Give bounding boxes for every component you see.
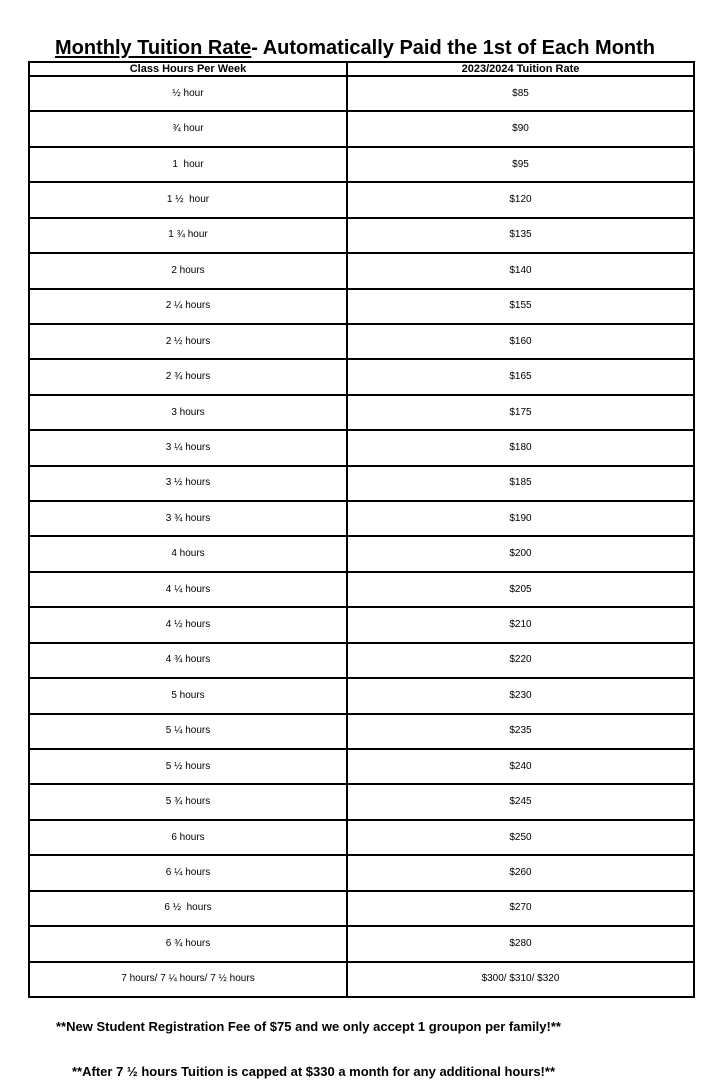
class-hours-cell: 2 ¾ hours — [29, 359, 347, 394]
table-row — [29, 572, 694, 607]
tuition-rate-cell: $85 — [347, 76, 694, 111]
tuition-rate-cell: $200 — [347, 536, 694, 571]
table-row — [29, 359, 694, 394]
class-hours-cell: 6 hours — [29, 820, 347, 855]
tuition-rate-cell: $235 — [347, 714, 694, 749]
table-row — [29, 749, 694, 784]
table-row — [29, 218, 694, 253]
class-hours-cell: 1 hour — [29, 147, 347, 182]
column-header-hours: Class Hours Per Week — [29, 62, 347, 76]
class-hours-cell: 5 ¾ hours — [29, 784, 347, 819]
class-hours-cell: 4 hours — [29, 536, 347, 571]
class-hours-cell: 6 ½ hours — [29, 891, 347, 926]
tuition-rate-cell: $160 — [347, 324, 694, 359]
tuition-rate-cell: $190 — [347, 501, 694, 536]
tuition-cap-note: **After 7 ½ hours Tuition is capped at $330 a month for any additional hours!** — [72, 1064, 556, 1079]
registration-fee-note: **New Student Registration Fee of $75 and we only accept 1 groupon per family!** — [56, 1019, 561, 1034]
class-hours-cell: 3 ¾ hours — [29, 501, 347, 536]
tuition-rate-cell: $175 — [347, 395, 694, 430]
table-row — [29, 289, 694, 324]
tuition-rate-cell: $180 — [347, 430, 694, 465]
tuition-rate-cell: $280 — [347, 926, 694, 961]
class-hours-cell: ½ hour — [29, 76, 347, 111]
table-row — [29, 466, 694, 501]
class-hours-cell: 2 ¼ hours — [29, 289, 347, 324]
table-row — [29, 891, 694, 926]
tuition-rate-cell: $185 — [347, 466, 694, 501]
tuition-rate-cell: $260 — [347, 855, 694, 890]
class-hours-cell: 5 hours — [29, 678, 347, 713]
table-row — [29, 714, 694, 749]
tuition-rate-cell: $135 — [347, 218, 694, 253]
class-hours-cell: 6 ¾ hours — [29, 926, 347, 961]
column-header-rate: 2023/2024 Tuition Rate — [347, 62, 694, 76]
tuition-rate-cell: $210 — [347, 607, 694, 642]
page-title-rest: - Automatically Paid the 1st of Each Month — [251, 37, 656, 59]
tuition-rate-cell: $245 — [347, 784, 694, 819]
table-row — [29, 784, 694, 819]
page-title-underlined: Monthly Tuition Rate — [54, 37, 252, 59]
table-row — [29, 253, 694, 288]
class-hours-cell: 5 ¼ hours — [29, 714, 347, 749]
table-row — [29, 430, 694, 465]
class-hours-cell: 3 ¼ hours — [29, 430, 347, 465]
table-row — [29, 536, 694, 571]
table-row — [29, 926, 694, 961]
class-hours-cell: 2 hours — [29, 253, 347, 288]
tuition-rate-cell: $140 — [347, 253, 694, 288]
table-row — [29, 501, 694, 536]
tuition-rate-cell: $95 — [347, 147, 694, 182]
tuition-rate-cell: $120 — [347, 182, 694, 217]
tuition-rate-cell: $155 — [347, 289, 694, 324]
class-hours-cell: 7 hours/ 7 ¼ hours/ 7 ½ hours — [29, 962, 347, 997]
class-hours-cell: 1 ½ hour — [29, 182, 347, 217]
page-title — [0, 36, 710, 60]
table-row — [29, 182, 694, 217]
table-body — [29, 76, 694, 997]
tuition-rate-cell: $220 — [347, 643, 694, 678]
tuition-rate-cell: $250 — [347, 820, 694, 855]
class-hours-cell: 4 ¼ hours — [29, 572, 347, 607]
table-row — [29, 607, 694, 642]
table-row — [29, 855, 694, 890]
table-row — [29, 111, 694, 146]
table-row — [29, 643, 694, 678]
tuition-rate-cell: $165 — [347, 359, 694, 394]
tuition-rate-cell: $240 — [347, 749, 694, 784]
table-row — [29, 395, 694, 430]
class-hours-cell: 2 ½ hours — [29, 324, 347, 359]
tuition-rate-table — [28, 61, 695, 998]
table-row — [29, 962, 694, 997]
class-hours-cell: 6 ¼ hours — [29, 855, 347, 890]
table-row — [29, 76, 694, 111]
class-hours-cell: 4 ½ hours — [29, 607, 347, 642]
tuition-rate-cell: $205 — [347, 572, 694, 607]
class-hours-cell: ¾ hour — [29, 111, 347, 146]
tuition-rate-cell: $230 — [347, 678, 694, 713]
table-row — [29, 820, 694, 855]
tuition-rate-cell: $90 — [347, 111, 694, 146]
class-hours-cell: 4 ¾ hours — [29, 643, 347, 678]
class-hours-cell: 3 ½ hours — [29, 466, 347, 501]
class-hours-cell: 3 hours — [29, 395, 347, 430]
tuition-rate-cell: $300/ $310/ $320 — [347, 962, 694, 997]
class-hours-cell: 1 ¾ hour — [29, 218, 347, 253]
table-row — [29, 324, 694, 359]
class-hours-cell: 5 ½ hours — [29, 749, 347, 784]
table-header-row — [29, 62, 694, 76]
table-row — [29, 147, 694, 182]
tuition-rate-cell: $270 — [347, 891, 694, 926]
table-row — [29, 678, 694, 713]
